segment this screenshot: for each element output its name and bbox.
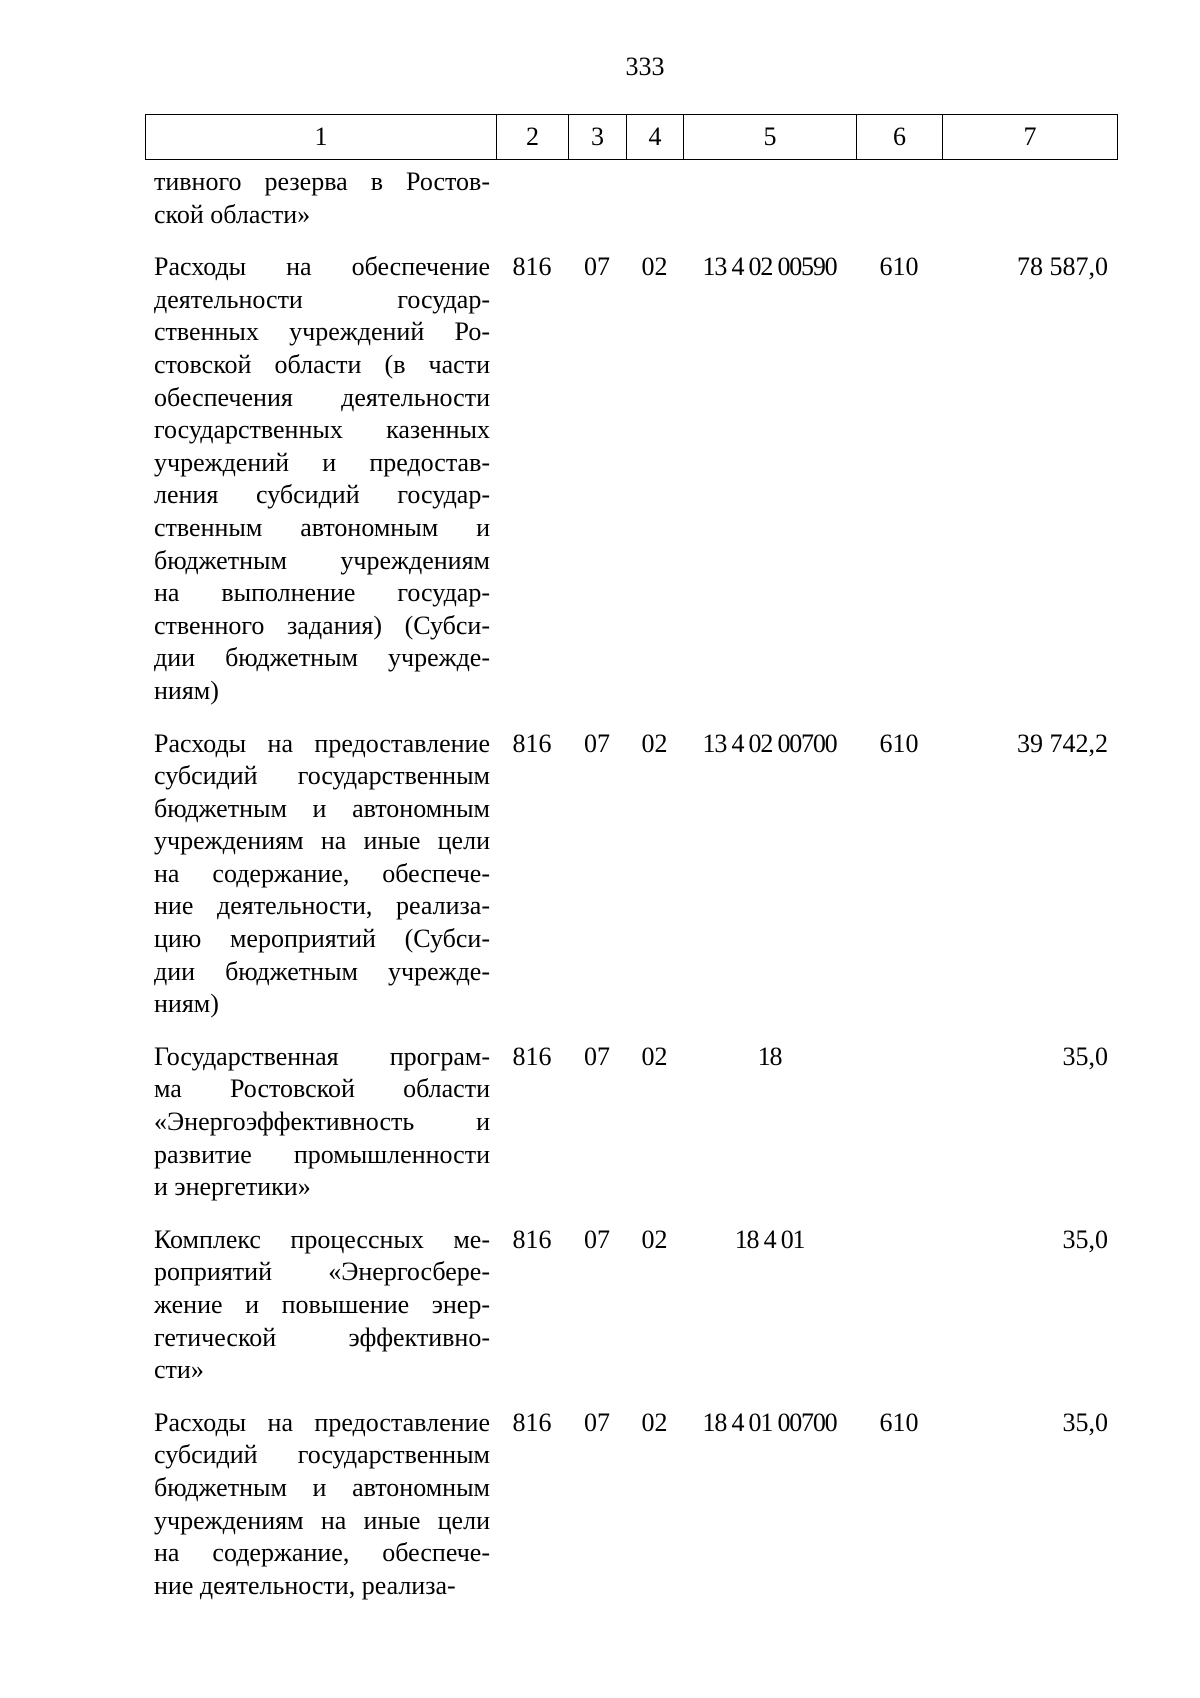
table-row <box>145 1224 1117 1387</box>
column-header-4: 4 <box>627 115 684 160</box>
row-code-target-article: 18 <box>757 1041 782 1071</box>
column-header-6: 6 <box>857 115 943 160</box>
description-line: ления субсидий государ- <box>154 480 490 510</box>
row-code-subsection: 02 <box>641 1041 668 1071</box>
row-code-ministry: 816 <box>512 252 552 282</box>
description-line: ственным автономным и <box>154 512 490 542</box>
table-row <box>145 1407 1117 1603</box>
table-body <box>145 166 1117 1622</box>
description-line: учреждений и предостав- <box>154 447 490 477</box>
column-header-2: 2 <box>497 115 569 160</box>
table-row <box>145 251 1117 707</box>
description-line: ниям) <box>154 989 219 1019</box>
description-line: бюджетным и автономным <box>154 793 490 823</box>
description-line: и энергетики» <box>154 1172 311 1202</box>
row-code-target-article: 13 4 02 00700 <box>702 728 837 758</box>
description-line: ственных учреждений Ро- <box>154 317 490 347</box>
row-amount: 35,0 <box>1062 1224 1108 1254</box>
row-code-subsection: 02 <box>641 1407 668 1437</box>
description-line: гетической эффективно- <box>154 1322 490 1352</box>
row-amount: 78 587,0 <box>1017 252 1108 282</box>
description-line: на выполнение государ- <box>154 578 490 608</box>
row-amount: 39 742,2 <box>1017 728 1108 758</box>
row-code-subsection: 02 <box>641 728 668 758</box>
row-description <box>145 728 496 1021</box>
description-line: цию мероприятий (Субси- <box>154 924 490 954</box>
description-line: на содержание, обеспече- <box>154 1538 490 1568</box>
column-header-1: 1 <box>146 115 497 160</box>
description-line: Расходы на обеспечение <box>154 252 490 282</box>
description-line: ниям) <box>154 675 219 705</box>
row-code-section: 07 <box>584 1407 610 1437</box>
description-line: ственного задания) (Субси- <box>154 610 490 640</box>
row-amount: 35,0 <box>1062 1407 1108 1437</box>
row-code-target-article: 18 4 01 <box>734 1224 805 1254</box>
column-header-3: 3 <box>569 115 627 160</box>
description-line: стовской области (в части <box>154 349 490 379</box>
table-row <box>145 1041 1117 1204</box>
description-line: субсидий государственным <box>154 761 490 791</box>
row-code-ministry: 816 <box>512 1224 552 1254</box>
description-line: субсидий государственным <box>154 1440 490 1470</box>
description-line: Комплекс процессных ме- <box>154 1224 490 1254</box>
table-row <box>145 728 1117 1021</box>
row-code-target-article: 13 4 02 00590 <box>702 252 837 282</box>
row-code-section: 07 <box>584 252 610 282</box>
column-header-5: 5 <box>684 115 857 160</box>
row-code-target-article: 18 4 01 00700 <box>702 1407 837 1437</box>
column-header-table <box>145 114 1118 160</box>
description-line: ской области» <box>154 199 311 229</box>
row-description <box>145 251 496 707</box>
description-line: тивного резерва в Ростов- <box>154 167 490 196</box>
row-code-ministry: 816 <box>512 1041 552 1071</box>
row-code-ministry: 816 <box>512 728 552 758</box>
description-line: на содержание, обеспече- <box>154 858 490 888</box>
row-description <box>145 1224 496 1387</box>
row-description <box>145 1041 496 1204</box>
description-line: дии бюджетным учрежде- <box>154 956 490 986</box>
description-line: бюджетным учреждениям <box>154 545 490 575</box>
description-line: «Энергоэффективность и <box>154 1107 490 1137</box>
row-amount: 35,0 <box>1062 1041 1108 1071</box>
description-line: Государственная програм- <box>154 1041 490 1071</box>
row-code-subsection: 02 <box>641 252 668 282</box>
description-line: государственных казенных <box>154 415 490 445</box>
description-line: ние деятельности, реализа- <box>154 1570 456 1600</box>
description-line: учреждениям на иные цели <box>154 1505 490 1535</box>
description-line: жение и повышение энер- <box>154 1290 490 1319</box>
description-line: деятельности государ- <box>154 284 490 314</box>
description-line: роприятий «Энергосбере- <box>154 1257 490 1287</box>
column-header-row <box>146 115 1118 160</box>
description-line: обеспечения деятельности <box>154 382 490 412</box>
description-line: дии бюджетным учрежде- <box>154 643 490 673</box>
row-description <box>145 166 496 231</box>
table-row <box>145 166 1117 231</box>
row-code-section: 07 <box>584 728 610 758</box>
row-description <box>145 1407 496 1603</box>
description-line: развитие промышленности <box>154 1139 490 1169</box>
description-line: бюджетным и автономным <box>154 1472 490 1502</box>
row-code-ministry: 816 <box>512 1407 552 1437</box>
description-line: Расходы на предоставление <box>154 728 490 758</box>
column-header-7: 7 <box>943 115 1118 160</box>
description-line: сти» <box>154 1355 204 1385</box>
row-code-section: 07 <box>584 1224 610 1254</box>
row-code-expense-type: 610 <box>879 728 919 758</box>
description-line: ма Ростовской области <box>154 1074 490 1104</box>
description-line: ние деятельности, реализа- <box>154 891 490 921</box>
page-number: 333 <box>625 52 665 81</box>
row-code-section: 07 <box>584 1041 610 1071</box>
row-code-expense-type: 610 <box>879 252 919 282</box>
row-code-subsection: 02 <box>641 1224 668 1254</box>
description-line: Расходы на предоставление <box>154 1407 490 1437</box>
description-line: учреждениям на иные цели <box>154 826 490 856</box>
row-code-expense-type: 610 <box>879 1407 919 1437</box>
